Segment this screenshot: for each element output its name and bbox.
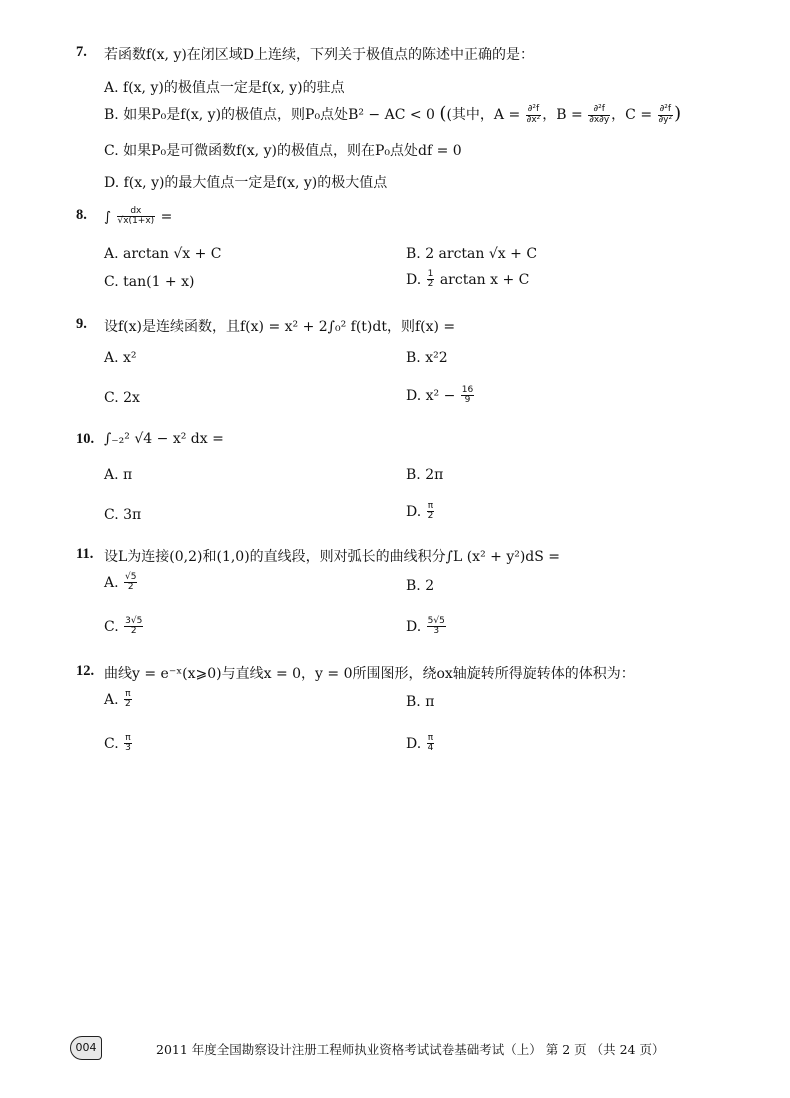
option-b: B. 2π — [406, 467, 444, 483]
option-b: B. x²2 — [406, 350, 448, 366]
question-stem: 曲线y = e⁻ˣ(x⩾0)与直线x = 0，y = 0所围图形，绕ox轴旋转所得旋转体的体积为： — [104, 666, 635, 682]
question-number: 8. — [76, 207, 87, 223]
option-a: A. $\frac{√5}{2}$ — [104, 572, 137, 593]
option-a: A. π — [104, 467, 133, 483]
option-d: D. $\frac{1}{2}$ arctan x + C — [406, 269, 530, 290]
option-c: C. $\frac{\pi}{3}$ — [104, 733, 131, 754]
fraction-b: $\frac{\text{∂²f}}{\partial x\partial y}$ — [589, 104, 610, 125]
page-number-badge: 004 — [70, 1036, 102, 1060]
option-a: A. arctan √x + C — [104, 246, 222, 262]
option-b-note-c: ，C = — [611, 107, 653, 123]
option-c: C. 3π — [104, 507, 142, 523]
option-b: B. π — [406, 694, 435, 710]
question-number: 11. — [76, 546, 94, 562]
question-stem: ∫₋₂² √4 − x² dx = — [104, 431, 224, 447]
option-b-text: B. 如果P₀是f(x, y)的极值点，则P₀点处B² − AC < 0 — [104, 107, 435, 123]
option-d: D. x² − $\frac{16}{9}$ — [406, 385, 474, 406]
question-stem — [104, 207, 172, 227]
option-a: A. f(x, y)的极值点一定是f(x, y)的驻点 — [104, 80, 345, 96]
option-d: D. $\frac{\pi}{4}$ — [406, 733, 434, 754]
question-number: 9. — [76, 316, 87, 332]
option-a: A. x² — [104, 350, 137, 366]
question-number: 12. — [76, 663, 95, 679]
option-c: C. 2x — [104, 390, 140, 406]
option-c: C. 如果P₀是可微函数f(x, y)的极值点，则在P₀点处df = 0 — [104, 143, 462, 159]
integral-sign: ∫ — [104, 208, 112, 225]
question-stem: 设f(x)是连续函数，且f(x) = x² + 2∫₀² f(t)dt，则f(x) = — [104, 319, 456, 335]
question-stem: 设L为连接(0,2)和(1,0)的直线段，则对弧长的曲线积分∫L (x² + y²)dS = — [104, 549, 561, 565]
fraction-a: $\frac{\text{∂²f}}{\text{∂x²}}$ — [526, 104, 541, 125]
integrand-fraction: $\frac{dx}{√x(1+x)}$ — [117, 206, 155, 227]
option-d: D. $\frac{5√5}{3}$ — [406, 616, 445, 637]
option-d: D. f(x, y)的最大值点一定是f(x, y)的极大值点 — [104, 175, 388, 191]
option-c: C. tan(1 + x) — [104, 274, 195, 290]
question-number: 10. — [76, 431, 95, 447]
fraction-c: $\frac{\text{∂²f}}{\text{∂y²}}$ — [658, 104, 673, 125]
option-b-note: (其中，A = — [446, 107, 521, 123]
option-c: C. $\frac{3√5}{2}$ — [104, 616, 143, 637]
question-number: 7. — [76, 44, 87, 60]
option-b: B. 2 — [406, 578, 435, 594]
option-b: B. 2 arctan √x + C — [406, 246, 538, 262]
question-stem: 若函数f(x, y)在闭区域D上连续，下列关于极值点的陈述中正确的是： — [104, 47, 535, 63]
option-d: D. $\frac{\pi}{2}$ — [406, 501, 434, 522]
equals-sign: = — [160, 208, 173, 225]
option-b-note-b: ，B = — [542, 107, 583, 123]
footer-caption: 2011 年度全国勘察设计注册工程师执业资格考试试卷基础考试（上） 第 2 页 （共 24 页） — [156, 1042, 665, 1057]
option-a: A. $\frac{\pi}{2}$ — [104, 689, 131, 710]
page-footer — [0, 1032, 790, 1062]
option-b: B. 如果P₀是f(x, y)的极值点，则P₀点处B² − AC < 0 ((其中，A = $\frac{\text{∂²f}}{\text{∂x²}}$ ，B = $\frac{\text{∂²f}}{\partial x\partial y}$ ，C = $\frac{\text{∂²f}}{\text{∂y²}}$ ) — [104, 103, 682, 125]
